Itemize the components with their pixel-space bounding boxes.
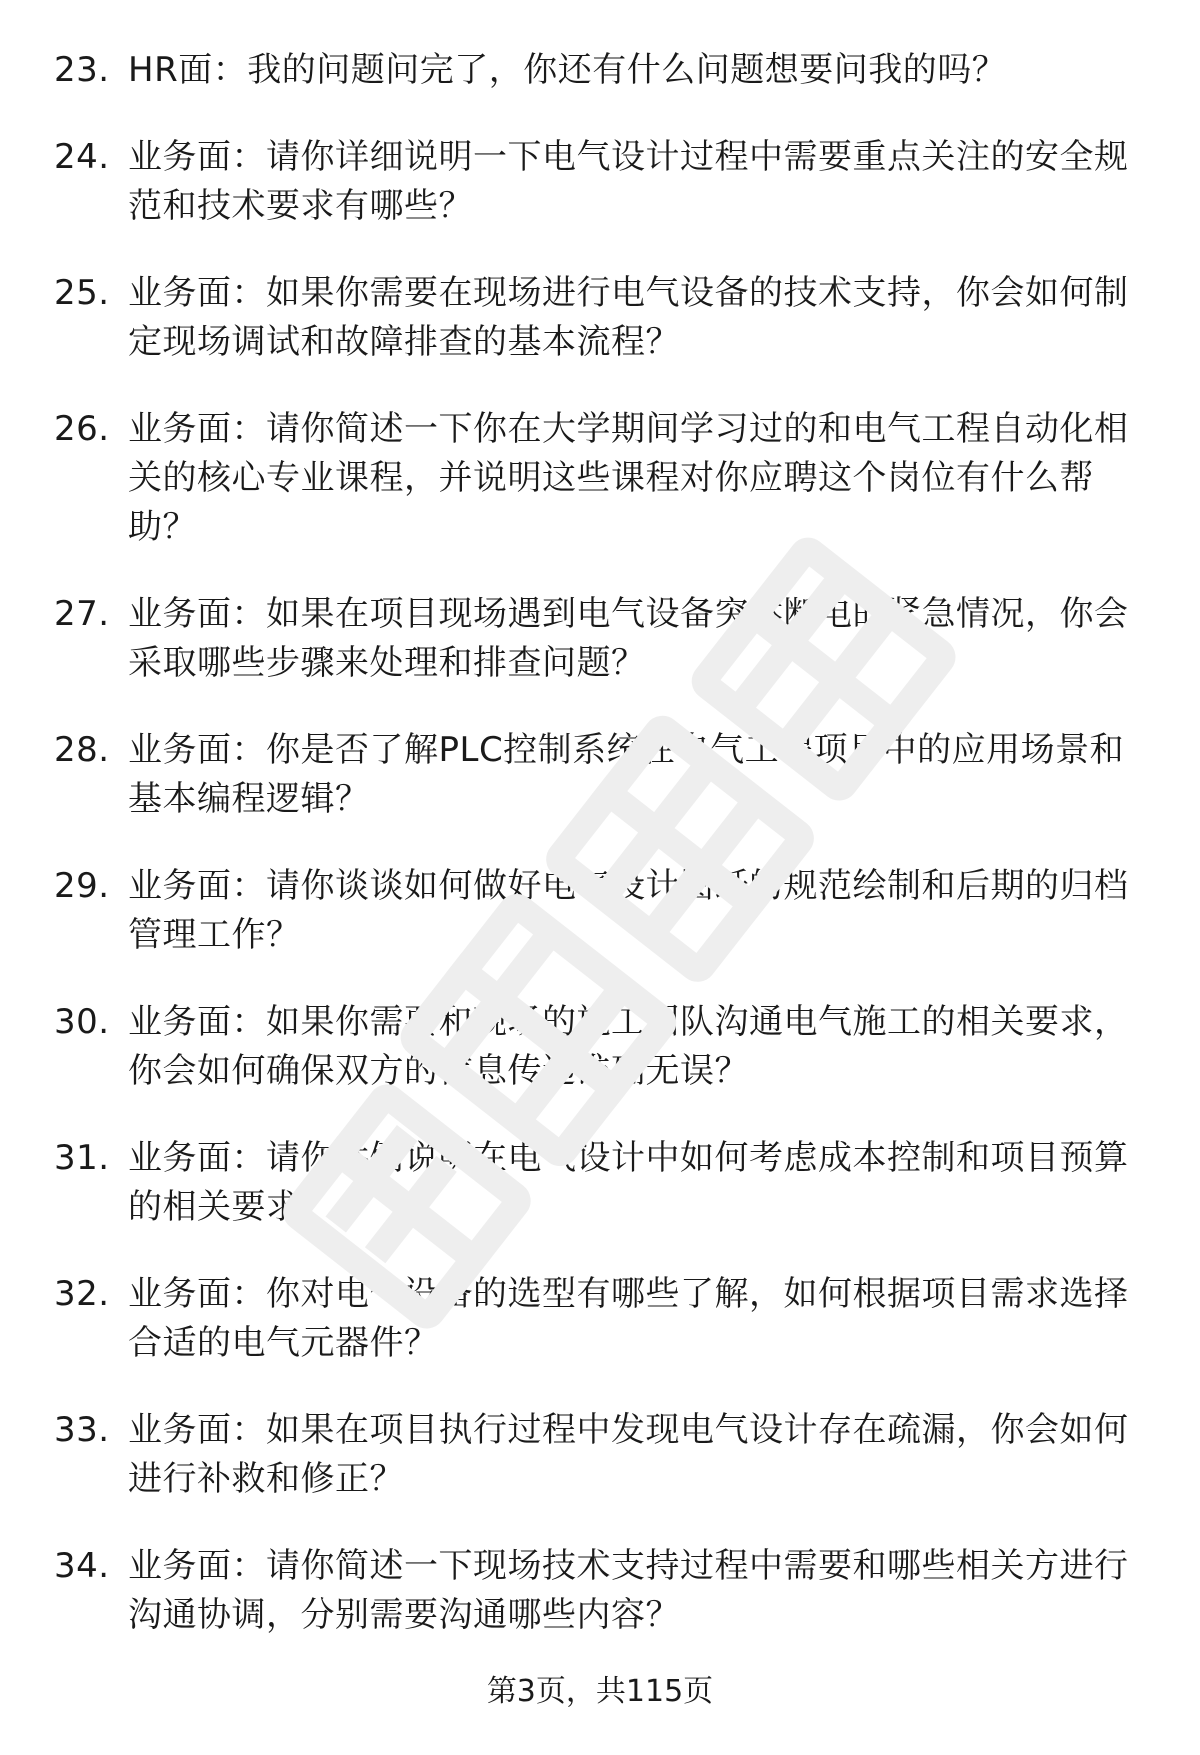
question-text: 业务面：如果你需要在现场进行电气设备的技术支持，你会如何制定现场调试和故障排查的基本流程？ (128, 273, 1129, 362)
question-number: 31. (54, 1138, 110, 1178)
question-item (0, 862, 1200, 960)
question-item (0, 1270, 1200, 1368)
question-text: 业务面：请你详细说明一下电气设计过程中需要重点关注的安全规范和技术要求有哪些？ (128, 137, 1129, 226)
question-text: 业务面：如果你需要和现场的施工团队沟通电气施工的相关要求，你会如何确保双方的信息传递准确无误？ (128, 1002, 1129, 1091)
question-item (0, 726, 1200, 824)
question-text: 业务面：请你谈谈如何做好电气设计图纸的规范绘制和后期的归档管理工作？ (128, 866, 1129, 955)
question-number: 30. (54, 1002, 110, 1042)
page-footer: 第3页，共115页 (486, 1674, 714, 1709)
question-item (0, 1542, 1200, 1640)
question-item (0, 269, 1200, 367)
question-text: 业务面：你对电气设备的选型有哪些了解，如何根据项目需求选择合适的电气元器件？ (128, 1274, 1129, 1363)
question-item (0, 46, 1200, 95)
question-item (0, 1406, 1200, 1504)
question-number: 28. (54, 730, 110, 770)
question-number: 23. (54, 50, 110, 90)
question-text: 业务面：请你简述一下现场技术支持过程中需要和哪些相关方进行沟通协调，分别需要沟通哪些内容？ (128, 1546, 1129, 1635)
question-number: 34. (54, 1546, 110, 1586)
question-number: 32. (54, 1274, 110, 1314)
question-text: 业务面：请你简述一下你在大学期间学习过的和电气工程自动化相关的核心专业课程，并说明这些课程对你应聘这个岗位有什么帮助？ (128, 409, 1129, 547)
question-text: 业务面：你是否了解PLC控制系统在电气工程项目中的应用场景和基本编程逻辑？ (128, 730, 1125, 819)
question-item (0, 590, 1200, 688)
question-text: 业务面：请你举例说明在电气设计中如何考虑成本控制和项目预算的相关要求？ (128, 1138, 1129, 1227)
question-item (0, 1134, 1200, 1232)
question-number: 29. (54, 866, 110, 906)
question-number: 33. (54, 1410, 110, 1450)
question-list (0, 46, 1200, 1678)
question-number: 25. (54, 273, 110, 313)
question-number: 26. (54, 409, 110, 449)
question-text: 业务面：如果在项目执行过程中发现电气设计存在疏漏，你会如何进行补救和修正？ (128, 1410, 1129, 1499)
question-text: HR面：我的问题问完了，你还有什么问题想要问我的吗？ (128, 50, 1007, 90)
question-item (0, 998, 1200, 1096)
question-text: 业务面：如果在项目现场遇到电气设备突然断电的紧急情况，你会采取哪些步骤来处理和排查问题？ (128, 594, 1129, 683)
question-item (0, 405, 1200, 552)
question-number: 24. (54, 137, 110, 177)
question-number: 27. (54, 594, 110, 634)
question-item (0, 133, 1200, 231)
